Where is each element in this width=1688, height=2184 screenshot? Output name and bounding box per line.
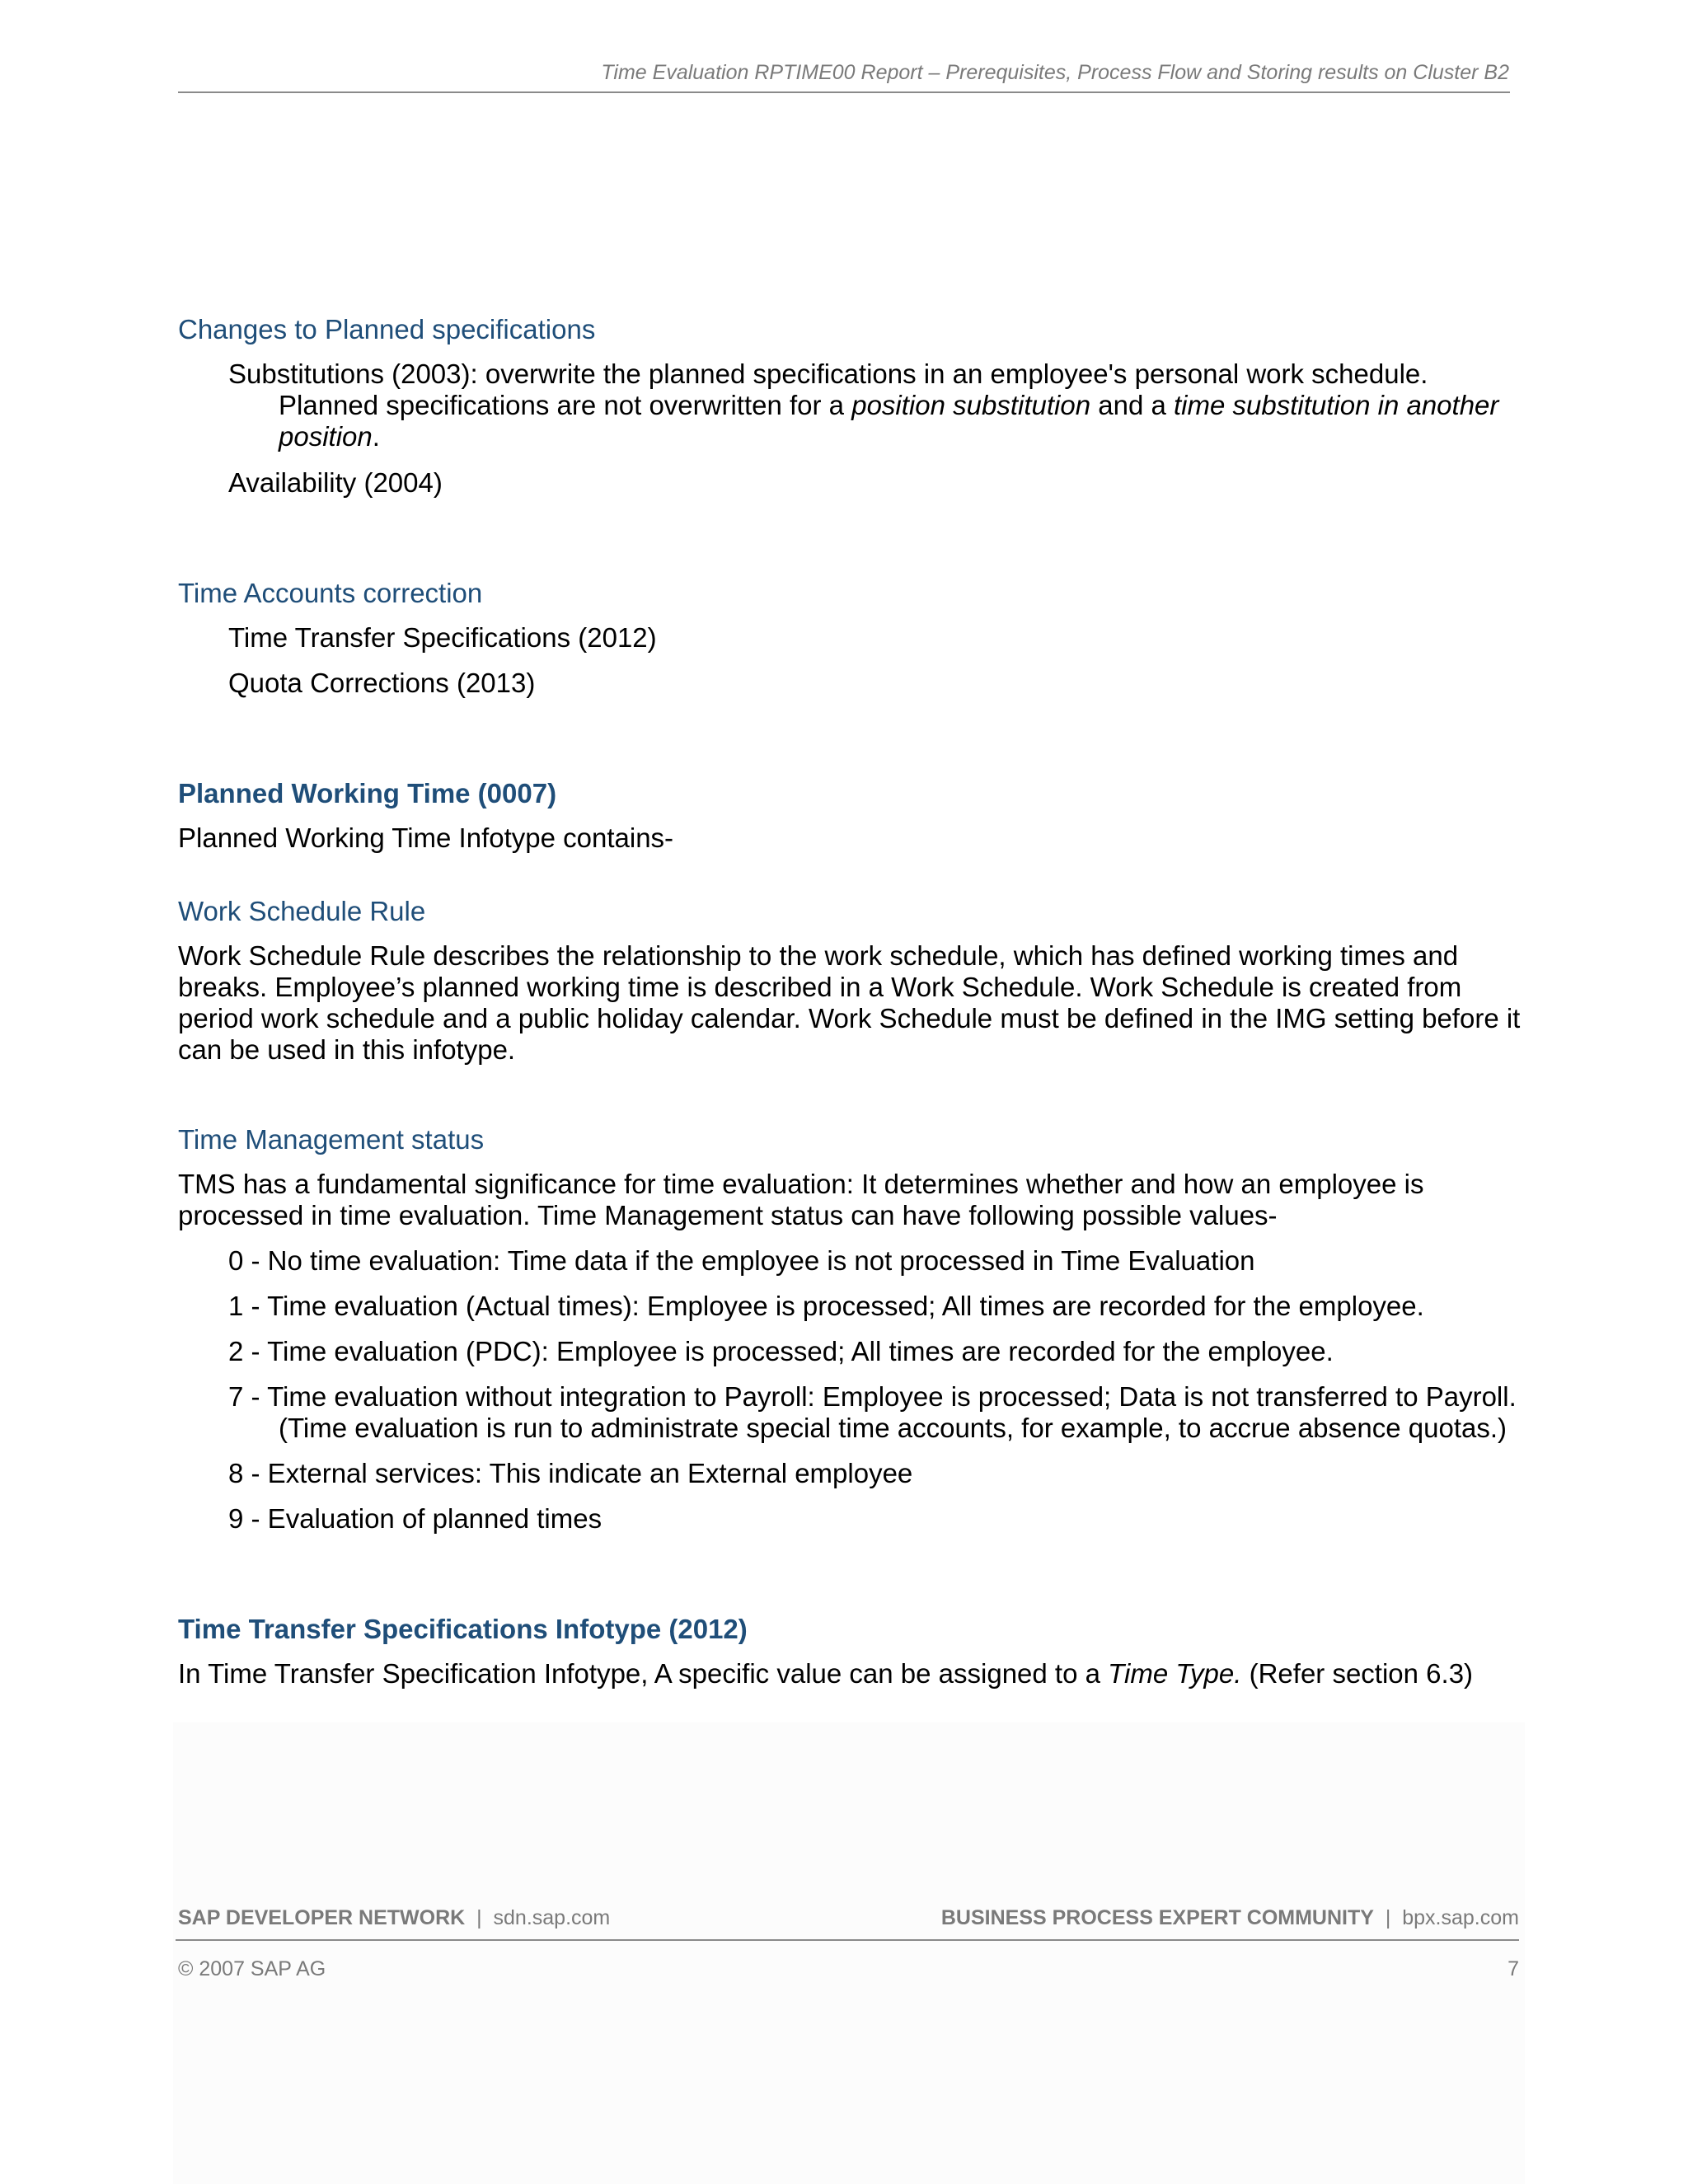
footer-separator: | — [1385, 1906, 1391, 1929]
list-item-tms-9: 9 - Evaluation of planned times — [228, 1503, 603, 1534]
footer-bpx — [941, 1906, 1519, 1930]
page-shadow — [173, 1722, 1525, 2184]
paragraph-time-transfer-infotype: In Time Transfer Specification Infotype, A specific value can be assigned to a Time Type. (Refer section 6.3) — [178, 1658, 1474, 1689]
list-item-tms-8: 8 - External services: This indicate an External employee — [228, 1458, 913, 1488]
heading-time-management-status: Time Management status — [178, 1124, 485, 1155]
footer-bpx-link[interactable]: bpx.sap.com — [1402, 1906, 1519, 1929]
heading-time-accounts-correction: Time Accounts correction — [178, 578, 483, 608]
heading-planned-working-time: Planned Working Time (0007) — [178, 778, 557, 808]
paragraph-planned-working-time: Planned Working Time Infotype contains- — [178, 823, 674, 853]
footer-sdn-link[interactable]: sdn.sap.com — [493, 1906, 611, 1929]
header-divider — [178, 91, 1510, 93]
paragraph-work-schedule-rule: Work Schedule Rule describes the relationship to the work schedule, which has defined working times and breaks. Employee’s planned working time is described in a Work Schedule. Work Schedule is created from period work schedule and a public holiday calendar. Work Schedule must be defined in the IMG setting before it can be used in this infotype. — [178, 940, 1521, 1065]
footer-bpx-label: BUSINESS PROCESS EXPERT COMMUNITY — [940, 1906, 1374, 1929]
heading-time-transfer-infotype: Time Transfer Specifications Infotype (2012) — [178, 1614, 748, 1644]
page-number: 7 — [1507, 1957, 1519, 1980]
footer-sdn — [178, 1906, 610, 1930]
list-item-time-transfer: Time Transfer Specifications (2012) — [228, 622, 657, 653]
heading-changes-planned-specifications: Changes to Planned specifications — [178, 314, 596, 344]
footer-divider — [176, 1939, 1519, 1941]
heading-work-schedule-rule: Work Schedule Rule — [178, 896, 426, 926]
list-item-quota-corrections: Quota Corrections (2013) — [228, 668, 536, 698]
list-item-availability: Availability (2004) — [228, 467, 443, 498]
list-item-substitutions: Substitutions (2003): overwrite the planned specifications in an employee's personal work schedule. Planned specifications are not overwritten for a position substitution and a time substitution in another position. — [228, 359, 1499, 452]
list-item-tms-7: 7 - Time evaluation without integration to Payroll: Employee is processed; Data is not transferred to Payroll. (Time evaluation is run to administrate special time accounts, for example, to accrue absence quotas.) — [228, 1381, 1517, 1443]
list-item-tms-1: 1 - Time evaluation (Actual times): Employee is processed; All times are recorded for the employee. — [228, 1291, 1424, 1321]
main-content — [178, 313, 1522, 1690]
list-item-tms-2: 2 - Time evaluation (PDC): Employee is processed; All times are recorded for the employee. — [228, 1336, 1334, 1366]
paragraph-time-management-status: TMS has a fundamental significance for time evaluation: It determines whether and how an employee is processed in time evaluation. Time Management status can have following possible values- — [178, 1169, 1424, 1230]
footer-sdn-label: SAP DEVELOPER NETWORK — [178, 1906, 466, 1929]
footer-separator: | — [476, 1906, 482, 1929]
running-header: Time Evaluation RPTIME00 Report – Prerequisites, Process Flow and Storing results on Cluster B2 — [601, 61, 1509, 84]
list-item-tms-0: 0 - No time evaluation: Time data if the employee is not processed in Time Evaluation — [228, 1245, 1255, 1276]
copyright: © 2007 SAP AG — [178, 1957, 326, 1980]
